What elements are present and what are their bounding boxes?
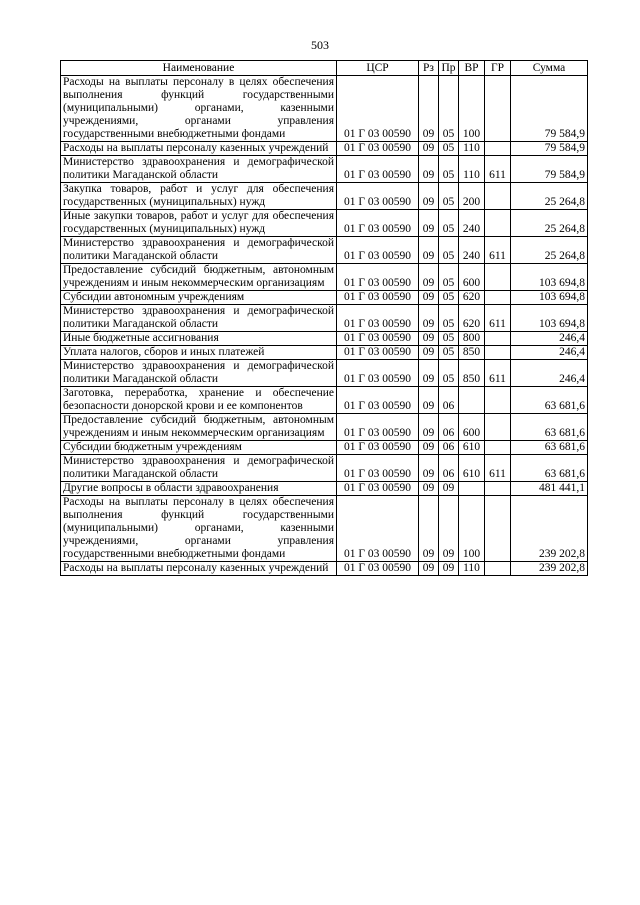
table-row xyxy=(61,183,588,210)
cell-name: Расходы на выплаты персоналу казенных учреждений xyxy=(61,562,337,576)
cell-gr xyxy=(485,291,511,305)
cell-gr xyxy=(485,183,511,210)
cell-name: Расходы на выплаты персоналу в целях обеспечения выполнения функций государственными (муниципальными) органами, казенными учреждениями, органами управления государственными внебюджетными фондами xyxy=(61,496,337,562)
cell-sum: 239 202,8 xyxy=(511,496,588,562)
cell-pr: 05 xyxy=(439,156,459,183)
cell-rz: 09 xyxy=(419,346,439,360)
table-row xyxy=(61,387,588,414)
cell-vr: 600 xyxy=(459,414,485,441)
cell-csr: 01 Г 03 00590 xyxy=(337,441,419,455)
cell-pr: 05 xyxy=(439,360,459,387)
cell-sum: 63 681,6 xyxy=(511,387,588,414)
cell-gr: 611 xyxy=(485,455,511,482)
cell-sum: 239 202,8 xyxy=(511,562,588,576)
cell-vr: 610 xyxy=(459,455,485,482)
cell-sum: 79 584,9 xyxy=(511,142,588,156)
cell-pr: 05 xyxy=(439,183,459,210)
cell-csr: 01 Г 03 00590 xyxy=(337,332,419,346)
cell-vr xyxy=(459,387,485,414)
header-name: Наименование xyxy=(61,61,337,76)
cell-pr: 05 xyxy=(439,264,459,291)
cell-gr xyxy=(485,346,511,360)
cell-sum: 246,4 xyxy=(511,360,588,387)
cell-sum: 103 694,8 xyxy=(511,264,588,291)
table-row xyxy=(61,237,588,264)
cell-rz: 09 xyxy=(419,291,439,305)
cell-name: Министерство здравоохранения и демографической политики Магаданской области xyxy=(61,305,337,332)
table-row xyxy=(61,264,588,291)
cell-vr: 100 xyxy=(459,496,485,562)
cell-pr: 06 xyxy=(439,455,459,482)
cell-gr xyxy=(485,482,511,496)
cell-csr: 01 Г 03 00590 xyxy=(337,414,419,441)
cell-vr: 850 xyxy=(459,346,485,360)
cell-rz: 09 xyxy=(419,183,439,210)
cell-vr: 110 xyxy=(459,562,485,576)
cell-gr xyxy=(485,414,511,441)
cell-vr: 200 xyxy=(459,183,485,210)
table-row xyxy=(61,142,588,156)
cell-name: Закупка товаров, работ и услуг для обеспечения государственных (муниципальных) нужд xyxy=(61,183,337,210)
cell-sum: 246,4 xyxy=(511,346,588,360)
table-row xyxy=(61,332,588,346)
cell-gr xyxy=(485,210,511,237)
cell-vr xyxy=(459,482,485,496)
cell-sum: 25 264,8 xyxy=(511,237,588,264)
cell-pr: 06 xyxy=(439,414,459,441)
cell-name: Расходы на выплаты персоналу в целях обеспечения выполнения функций государственными (муниципальными) органами, казенными учреждениями, органами управления государственными внебюджетными фондами xyxy=(61,76,337,142)
cell-csr: 01 Г 03 00590 xyxy=(337,291,419,305)
cell-rz: 09 xyxy=(419,332,439,346)
cell-rz: 09 xyxy=(419,210,439,237)
cell-gr: 611 xyxy=(485,360,511,387)
header-rz: Рз xyxy=(419,61,439,76)
cell-name: Министерство здравоохранения и демографической политики Магаданской области xyxy=(61,360,337,387)
cell-csr: 01 Г 03 00590 xyxy=(337,210,419,237)
cell-gr xyxy=(485,76,511,142)
cell-name: Иные закупки товаров, работ и услуг для обеспечения государственных (муниципальных) нужд xyxy=(61,210,337,237)
cell-csr: 01 Г 03 00590 xyxy=(337,387,419,414)
cell-sum: 63 681,6 xyxy=(511,441,588,455)
cell-rz: 09 xyxy=(419,414,439,441)
cell-gr xyxy=(485,387,511,414)
cell-csr: 01 Г 03 00590 xyxy=(337,305,419,332)
cell-name: Министерство здравоохранения и демографической политики Магаданской области xyxy=(61,237,337,264)
cell-sum: 103 694,8 xyxy=(511,291,588,305)
table-row xyxy=(61,482,588,496)
cell-rz: 09 xyxy=(419,455,439,482)
cell-pr: 09 xyxy=(439,496,459,562)
cell-pr: 05 xyxy=(439,332,459,346)
cell-rz: 09 xyxy=(419,305,439,332)
cell-name: Иные бюджетные ассигнования xyxy=(61,332,337,346)
cell-csr: 01 Г 03 00590 xyxy=(337,264,419,291)
cell-sum: 63 681,6 xyxy=(511,414,588,441)
cell-vr: 850 xyxy=(459,360,485,387)
cell-rz: 09 xyxy=(419,496,439,562)
cell-name: Предоставление субсидий бюджетным, автономным учреждениям и иным некоммерческим организациям xyxy=(61,264,337,291)
table-header-row xyxy=(61,61,588,76)
cell-vr: 620 xyxy=(459,305,485,332)
cell-gr: 611 xyxy=(485,237,511,264)
cell-gr xyxy=(485,142,511,156)
cell-vr: 800 xyxy=(459,332,485,346)
table-row xyxy=(61,360,588,387)
cell-vr: 620 xyxy=(459,291,485,305)
header-pr: Пр xyxy=(439,61,459,76)
cell-gr xyxy=(485,441,511,455)
cell-csr: 01 Г 03 00590 xyxy=(337,76,419,142)
cell-rz: 09 xyxy=(419,264,439,291)
cell-gr xyxy=(485,562,511,576)
cell-csr: 01 Г 03 00590 xyxy=(337,360,419,387)
cell-pr: 06 xyxy=(439,387,459,414)
cell-pr: 09 xyxy=(439,562,459,576)
header-vr: ВР xyxy=(459,61,485,76)
cell-rz: 09 xyxy=(419,142,439,156)
cell-pr: 09 xyxy=(439,482,459,496)
cell-rz: 09 xyxy=(419,76,439,142)
cell-name: Уплата налогов, сборов и иных платежей xyxy=(61,346,337,360)
cell-rz: 09 xyxy=(419,562,439,576)
cell-name: Предоставление субсидий бюджетным, автономным учреждениям и иным некоммерческим организациям xyxy=(61,414,337,441)
cell-sum: 79 584,9 xyxy=(511,76,588,142)
cell-name: Заготовка, переработка, хранение и обеспечение безопасности донорской крови и ее компонентов xyxy=(61,387,337,414)
cell-pr: 06 xyxy=(439,441,459,455)
cell-sum: 25 264,8 xyxy=(511,210,588,237)
cell-rz: 09 xyxy=(419,482,439,496)
cell-vr: 110 xyxy=(459,142,485,156)
cell-rz: 09 xyxy=(419,387,439,414)
cell-sum: 79 584,9 xyxy=(511,156,588,183)
cell-vr: 100 xyxy=(459,76,485,142)
table-row xyxy=(61,291,588,305)
page-number: 503 xyxy=(311,38,329,52)
cell-pr: 05 xyxy=(439,346,459,360)
cell-csr: 01 Г 03 00590 xyxy=(337,562,419,576)
cell-name: Субсидии автономным учреждениям xyxy=(61,291,337,305)
cell-vr: 110 xyxy=(459,156,485,183)
cell-csr: 01 Г 03 00590 xyxy=(337,496,419,562)
cell-name: Расходы на выплаты персоналу казенных учреждений xyxy=(61,142,337,156)
cell-sum: 481 441,1 xyxy=(511,482,588,496)
cell-sum: 103 694,8 xyxy=(511,305,588,332)
cell-csr: 01 Г 03 00590 xyxy=(337,482,419,496)
cell-name: Министерство здравоохранения и демографической политики Магаданской области xyxy=(61,156,337,183)
cell-name: Субсидии бюджетным учреждениям xyxy=(61,441,337,455)
cell-pr: 05 xyxy=(439,305,459,332)
header-gr: ГР xyxy=(485,61,511,76)
cell-vr: 240 xyxy=(459,210,485,237)
cell-name: Другие вопросы в области здравоохранения xyxy=(61,482,337,496)
cell-sum: 246,4 xyxy=(511,332,588,346)
cell-name: Министерство здравоохранения и демографической политики Магаданской области xyxy=(61,455,337,482)
cell-csr: 01 Г 03 00590 xyxy=(337,142,419,156)
table-row xyxy=(61,76,588,142)
cell-csr: 01 Г 03 00590 xyxy=(337,183,419,210)
header-csr: ЦСР xyxy=(337,61,419,76)
budget-table xyxy=(60,60,588,576)
cell-gr xyxy=(485,332,511,346)
cell-csr: 01 Г 03 00590 xyxy=(337,237,419,264)
cell-pr: 05 xyxy=(439,210,459,237)
table-row xyxy=(61,496,588,562)
table-row xyxy=(61,346,588,360)
table-row xyxy=(61,156,588,183)
cell-rz: 09 xyxy=(419,360,439,387)
cell-gr xyxy=(485,264,511,291)
cell-rz: 09 xyxy=(419,441,439,455)
table-row xyxy=(61,210,588,237)
table-row xyxy=(61,305,588,332)
cell-sum: 25 264,8 xyxy=(511,183,588,210)
table-row xyxy=(61,441,588,455)
cell-vr: 240 xyxy=(459,237,485,264)
cell-gr xyxy=(485,496,511,562)
table-row xyxy=(61,562,588,576)
table-row xyxy=(61,455,588,482)
cell-csr: 01 Г 03 00590 xyxy=(337,156,419,183)
cell-vr: 610 xyxy=(459,441,485,455)
cell-pr: 05 xyxy=(439,76,459,142)
cell-sum: 63 681,6 xyxy=(511,455,588,482)
cell-rz: 09 xyxy=(419,156,439,183)
cell-gr: 611 xyxy=(485,156,511,183)
cell-vr: 600 xyxy=(459,264,485,291)
cell-pr: 05 xyxy=(439,237,459,264)
header-sum: Сумма xyxy=(511,61,588,76)
cell-pr: 05 xyxy=(439,142,459,156)
cell-csr: 01 Г 03 00590 xyxy=(337,346,419,360)
cell-gr: 611 xyxy=(485,305,511,332)
cell-csr: 01 Г 03 00590 xyxy=(337,455,419,482)
cell-pr: 05 xyxy=(439,291,459,305)
cell-rz: 09 xyxy=(419,237,439,264)
table-row xyxy=(61,414,588,441)
